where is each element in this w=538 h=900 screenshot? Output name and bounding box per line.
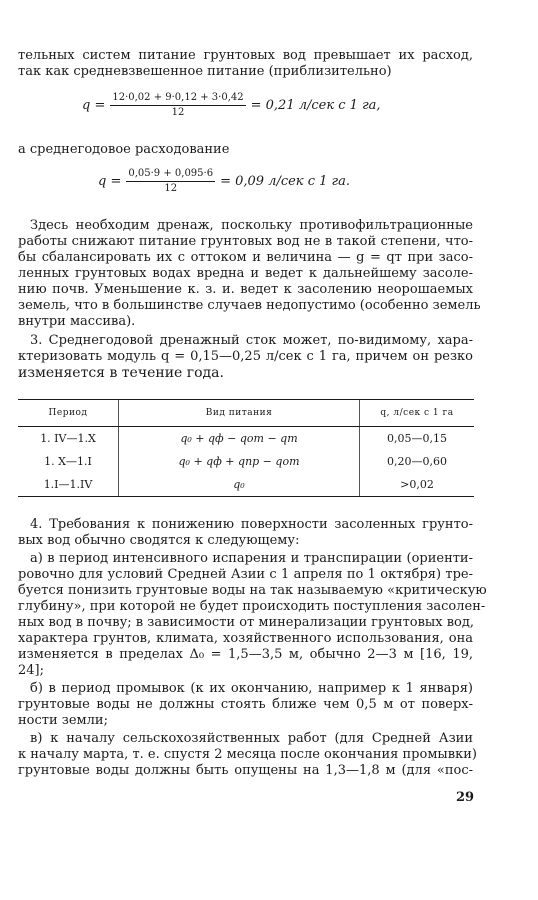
page-number: 29 (456, 790, 475, 805)
text-line: Здесь необходим дренаж, поскольку противофильтрационные (30, 218, 473, 233)
table-row (18, 427, 474, 451)
fraction-denominator: 12 (164, 183, 178, 194)
table-row (18, 473, 474, 497)
text-line: буется понизить грунтовые воды на так называемую «критическую (18, 583, 487, 598)
text-line: глубину», при которой не будет происходить поступления засолен- (18, 599, 486, 614)
modulus-cell: 0,05—0,15 (360, 427, 475, 451)
recharge-formula-cell: q₀ (119, 473, 360, 497)
text-line: 4. Требования к понижению поверхности засоленных грунто- (30, 517, 473, 532)
text-line: 3. Среднегодовой дренажный сток может, по-видимому, хара- (30, 333, 473, 348)
modulus-cell: 0,20—0,60 (360, 450, 475, 473)
fraction (110, 92, 245, 119)
text-line: грунтовые воды не должны стоять ближе чем 0,5 м от поверх- (18, 697, 473, 712)
column-header-modulus: q, л/сек с 1 га (360, 400, 475, 427)
formula-rhs: = 0,09 л/сек с 1 га. (220, 174, 350, 189)
text-line: грунтовые воды должны быть опущены на 1,3—1,8 м (для «пос- (18, 763, 473, 778)
text-line: внутри массива). (18, 314, 136, 329)
recharge-table (18, 399, 474, 497)
text-line: ности земли; (18, 713, 108, 728)
text-line: изменяется в течение года. (18, 365, 224, 381)
period-cell: 1. X—1.I (44, 455, 92, 468)
text-line: ктеризовать модуль q = 0,15—0,25 л/сек с 1 га, причем он резко (18, 349, 473, 364)
formula-average-recharge (82, 92, 381, 119)
text-line: земель, что в большинстве случаев недопустимо (особенно земель (18, 298, 481, 313)
text-line: ных вод в почву; в зависимости от минерализации грунтовых вод, (18, 615, 475, 630)
text-line: нию почв. Уменьшение к. з. и. ведет к засолению неорошаемых (18, 282, 473, 297)
text-line: так как средневзвешенное питание (приблизительно) (18, 64, 392, 79)
formula-lhs: q = (98, 174, 122, 189)
text-line: вых вод обычно сводятся к следующему: (18, 533, 300, 548)
text-line: б) в период промывок (к их окончанию, например к 1 января) (30, 681, 473, 696)
text-line: бы сбалансировать их с оттоком и величина — g = qт при засо- (18, 250, 473, 265)
text-line: а) в период интенсивного испарения и транспирации (ориенти- (30, 551, 473, 566)
recharge-formula-cell: q₀ + qф + qпр − qот (119, 450, 360, 473)
formula-average-discharge (98, 168, 350, 195)
formula-lhs: q = (82, 98, 106, 113)
column-header-recharge-type: Вид питания (119, 400, 360, 427)
text-line: ленных грунтовых водах вредна и ведет к дальнейшему засоле- (18, 266, 473, 281)
text-line: изменяется в пределах Δ₀ = 1,5—3,5 м, обычно 2—3 м [16, 19, (18, 647, 473, 662)
period-cell: 1. IV—1.X (40, 432, 96, 445)
text-line: 24]; (18, 663, 44, 678)
fraction-numerator: 0,05·9 + 0,095·6 (126, 168, 215, 182)
text-line: характера грунтов, климата, хозяйственного использования, она (18, 631, 473, 646)
column-header-period: Период (18, 400, 119, 427)
text-line: к началу марта, т. е. спустя 2 месяца после окончания промывки) (18, 747, 477, 762)
recharge-formula-cell: q₀ + qф − qот − qт (119, 427, 360, 451)
formula-rhs: = 0,21 л/сек с 1 га, (250, 98, 381, 113)
fraction-numerator: 12·0,02 + 9·0,12 + 3·0,42 (110, 92, 245, 106)
period-cell: 1.I—1.IV (18, 473, 119, 497)
table-row (18, 450, 474, 473)
text-line: в) к началу сельскохозяйственных работ (для Средней Азии (30, 731, 473, 746)
fraction (126, 168, 215, 195)
text-line: ровочно для условий Средней Азии с 1 апреля по 1 октября) тре- (18, 567, 473, 582)
text-line: тельных систем питание грунтовых вод превышает их расход, (18, 48, 473, 63)
text-line: работы снижают питание грунтовых вод не в такой степени, что- (18, 234, 473, 249)
modulus-cell: >0,02 (360, 473, 475, 497)
table-header-row (18, 400, 474, 427)
fraction-denominator: 12 (171, 107, 185, 118)
text-line: а среднегодовое расходование (18, 142, 230, 157)
